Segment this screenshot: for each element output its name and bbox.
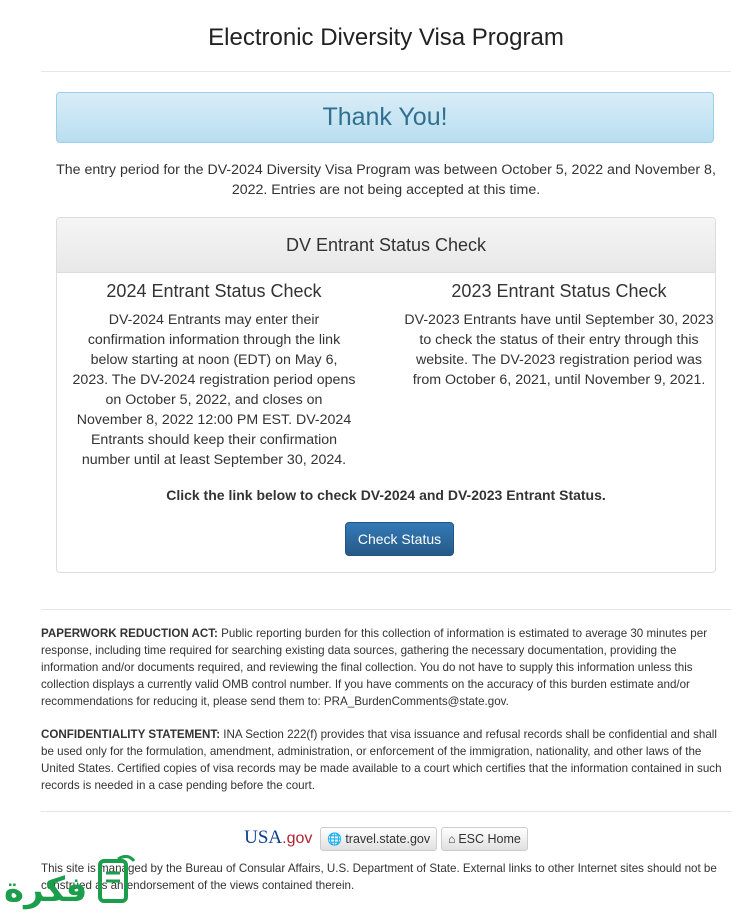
esc-home-link[interactable] xyxy=(441,827,528,851)
travel-state-gov-link[interactable] xyxy=(320,827,437,851)
confidentiality-statement xyxy=(41,726,733,794)
header-divider xyxy=(41,71,731,72)
watermark-logo xyxy=(0,855,156,913)
globe-icon: 🌐 xyxy=(327,831,343,846)
watermark-text: فكرة xyxy=(4,870,88,910)
dv2023-description: DV-2023 Entrants have until September 30, 2023 to check the status of their entry through this website. The DV-2023 registration period was from October 6, 2021, until November 9, 2021. xyxy=(404,312,714,388)
page-title: Electronic Diversity Visa Program xyxy=(208,24,564,51)
footer-disclaimer: This site is managed by the Bureau of Consular Affairs, U.S. Department of State. External links to other Internet sites should not be construed as an endorsement of the views contained therein. xyxy=(41,862,717,892)
dv2024-description: DV-2024 Entrants may enter their confirmation information through the link below starting at noon (EDT) on May 6, 2023. The DV-2024 registration period opens on October 5, 2022, and closes on November 8, 2022 12:00 PM EST. DV-2024 Entrants should keep their confirmation number until at least September 30, 2024. xyxy=(72,312,356,468)
entry-period-text: The entry period for the DV-2024 Diversity Visa Program was between October 5, 2022 and November 8, 2022. Entries are not being accepted at this time. xyxy=(56,162,716,198)
travel-link-label: travel.state.gov xyxy=(345,831,431,846)
esc-home-label: ESC Home xyxy=(458,831,521,846)
dv2023-column xyxy=(404,280,714,390)
confidentiality-text: INA Section 222(f) provides that visa issuance and refusal records shall be confidential and shall be used only for the formulation, amendment, administration, or enforcement of the immigration, nationality, and other laws of the United States. Certified copies of visa records may be made available to a court which certifies that the information contained in such records is needed in a case pending before the court. xyxy=(41,728,722,792)
dv2024-column xyxy=(71,280,357,470)
legal-divider xyxy=(41,609,731,610)
footer-links xyxy=(0,826,749,851)
check-status-button[interactable]: Check Status xyxy=(345,522,454,556)
home-icon: ⌂ xyxy=(448,831,456,846)
confidentiality-label: CONFIDENTIALITY STATEMENT: xyxy=(41,728,221,741)
paperwork-reduction-act xyxy=(41,625,733,710)
usa-logo-text: USA xyxy=(244,827,283,848)
footer-divider xyxy=(41,811,731,812)
check-instruction: Click the link below to check DV-2024 and DV-2023 Entrant Status. xyxy=(166,487,606,503)
paperwork-text: Public reporting burden for this collection of information is estimated to average 30 minutes per response, including time required for searching existing data sources, gathering the necessary documentation, providing the information and/or documents required, and reviewing the final collection. You do not have to supply this information unless this collection displays a currently valid OMB control number. If you have comments on the accuracy of this burden estimate and/or recommendations for reducing it, please send them to: PRA_BurdenComments@state.gov. xyxy=(41,627,708,708)
paperwork-label: PAPERWORK REDUCTION ACT: xyxy=(41,627,218,640)
dv2024-title: 2024 Entrant Status Check xyxy=(106,281,322,301)
thank-you-alert: Thank You! xyxy=(56,92,714,143)
dv2023-title: 2023 Entrant Status Check xyxy=(451,281,667,301)
status-check-panel xyxy=(56,217,716,573)
usa-gov-logo[interactable] xyxy=(244,826,312,851)
panel-heading: DV Entrant Status Check xyxy=(57,218,715,273)
gov-logo-text: .gov xyxy=(282,830,313,847)
